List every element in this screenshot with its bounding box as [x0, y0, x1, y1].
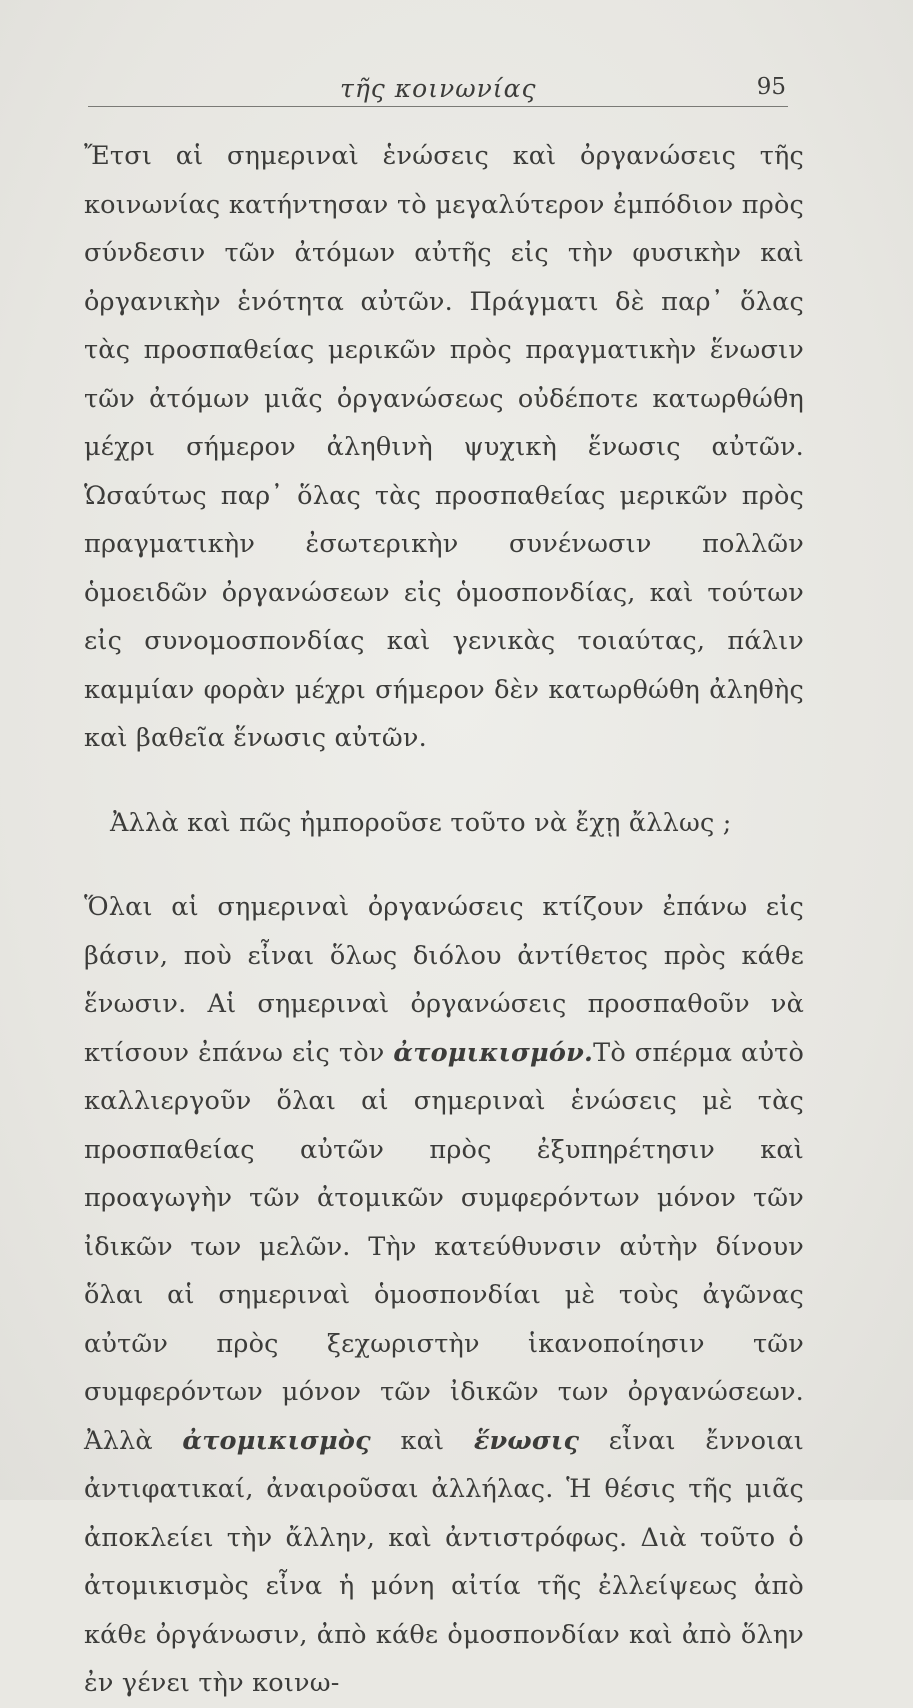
emphasis-atomikismon: ἀτομικισμόν. [393, 1037, 594, 1068]
running-title: τῆς κοινωνίας [340, 74, 537, 103]
body-text [84, 132, 804, 1708]
paragraph-3-text-d: εἶναι ἔννοιαι ἀντιφατικαί, ἀναιροῦσαι ἀλλήλας. Ἡ θέσις τῆς μιᾶς ἀποκλείει τὴν ἄλλην, καὶ ἀντιστρόφως. Διὰ τοῦτο ὁ ἀτομικισμὸς εἶνα ἡ μόνη αἰτία τῆς ἐλλείψεως ἀπὸ κάθε ὀργάνωσιν, ἀπὸ κάθε ὁμοσπονδίαν καὶ ἀπὸ ὅλην ἐν γένει τὴν κοινω- [84, 1425, 804, 1698]
emphasis-atomikismos: ἀτομικισμὸς [182, 1425, 371, 1456]
paragraph-3-text-b: Τὸ σπέρμα αὐτὸ καλλιεργοῦν ὅλαι αἱ σημεριναὶ ἑνώσεις μὲ τὰς προσπαθείας αὐτῶν πρὸς ἐξυπηρέτησιν καὶ προαγωγὴν τῶν ἀτομικῶν συμφερόντων μόνον τῶν ἰδικῶν των μελῶν. Τὴν κατεύθυνσιν αὐτὴν δίνουν ὅλαι αἱ σημεριναὶ ὁμοσπονδίαι μὲ τοὺς ἀγῶνας αὐτῶν πρὸς ξεχωριστὴν ἱκανοποίησιν τῶν συμφερόντων μόνον τῶν ἰδικῶν των ὀργανώσεων. Ἀλλὰ [84, 1037, 805, 1456]
paragraph-2: Ἀλλὰ καὶ πῶς ἠμποροῦσε τοῦτο νὰ ἔχῃ ἄλλως ; [110, 807, 732, 838]
header-rule [88, 106, 788, 107]
paragraph-3 [84, 883, 804, 1708]
page-number: 95 [756, 74, 786, 100]
paragraph-1: Ἔτσι αἱ σημεριναὶ ἑνώσεις καὶ ὀργανώσεις τῆς κοινωνίας κατήντησαν τὸ μεγαλύτερον ἐμπόδιον πρὸς σύνδεσιν τῶν ἀτόμων αὐτῆς εἰς τὴν φυσικὴν καὶ ὀργανικὴν ἑνότητα αὐτῶν. Πράγματι δὲ παρ᾽ ὅλας τὰς προσπαθείας μερικῶν πρὸς πραγματικὴν ἕνωσιν τῶν ἀτόμων μιᾶς ὀργανώσεως οὐδέποτε κατωρθώθη μέχρι σήμερον ἀληθινὴ ψυχικὴ ἕνωσις αὐτῶν. Ὡσαύτως παρ᾽ ὅλας τὰς προσπαθείας μερικῶν πρὸς πραγματικὴν ἐσωτερικὴν συνένωσιν πολλῶν ὁμοειδῶν ὀργανώσεων εἰς ὁμοσπονδίας, καὶ τούτων εἰς συνομοσπονδίας καὶ γενικὰς τοιαύτας, πάλιν καμμίαν φορὰν μέχρι σήμερον δὲν κατωρθώθη ἀληθὴς καὶ βαθεῖα ἕνωσις αὐτῶν. [84, 141, 804, 753]
paragraph-3-text-c: καὶ [370, 1425, 474, 1456]
paragraph-3-text-a: Ὅλαι αἱ σημεριναὶ ὀργανώσεις κτίζουν ἐπάνω εἰς βάσιν, ποὺ εἶναι ὅλως διόλου ἀντίθετος πρὸς κάθε ἕνωσιν. Αἱ σημεριναὶ ὀργανώσεις προσπαθοῦν νὰ κτίσουν ἐπάνω εἰς τὸν [84, 892, 804, 1068]
running-head [88, 68, 788, 108]
emphasis-enosis: ἕνωσις [473, 1425, 580, 1456]
